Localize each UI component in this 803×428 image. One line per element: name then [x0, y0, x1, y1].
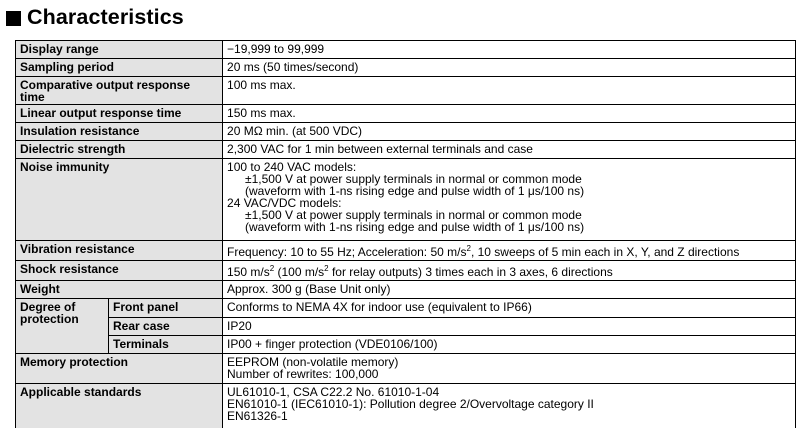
value-text: for relay outputs) 3 times each in 3 axes, 6 directions — [328, 265, 613, 279]
row-value: 150 ms max. — [223, 105, 796, 123]
memory-line: Number of rewrites: 100,000 — [227, 367, 379, 381]
table-row — [16, 77, 796, 105]
row-label: Dielectric strength — [16, 141, 223, 159]
table-row — [16, 336, 796, 354]
value-text: , 10 sweeps of 5 min each in X, Y, and Z directions — [470, 245, 740, 259]
row-value: Conforms to NEMA 4X for indoor use (equivalent to IP66) — [223, 299, 796, 318]
superscript: 2 — [466, 244, 471, 253]
row-sublabel: Rear case — [109, 318, 223, 336]
table-row — [16, 299, 796, 318]
table-row — [16, 41, 796, 59]
characteristics-table — [15, 40, 796, 428]
table-row — [16, 318, 796, 336]
value-text: (100 m/s — [274, 265, 325, 279]
table-row — [16, 241, 796, 261]
row-label: Vibration resistance — [16, 241, 223, 261]
row-sublabel: Front panel — [109, 299, 223, 318]
row-label: Insulation resistance — [16, 123, 223, 141]
value-text: Frequency: 10 to 55 Hz; Acceleration: 50 m/s — [227, 245, 467, 259]
standards-line: EN61326-1 — [227, 409, 288, 423]
section-title: Characteristics — [27, 4, 184, 29]
row-label: Degree of protection — [16, 299, 109, 354]
row-value: 2,300 VAC for 1 min between external terminals and case — [223, 141, 796, 159]
superscript: 2 — [269, 264, 275, 273]
table-row — [16, 281, 796, 299]
table-row — [16, 123, 796, 141]
row-value — [223, 384, 796, 428]
row-value — [223, 241, 796, 261]
row-value: Approx. 300 g (Base Unit only) — [223, 281, 796, 299]
row-label: Linear output response time — [16, 105, 223, 123]
table-row — [16, 105, 796, 123]
row-value — [223, 159, 796, 241]
row-label: Display range — [16, 41, 223, 59]
section-heading — [6, 2, 184, 32]
row-label: Noise immunity — [16, 159, 223, 241]
row-label: Shock resistance — [16, 261, 223, 281]
row-sublabel: Terminals — [109, 336, 223, 354]
row-value: −19,999 to 99,999 — [223, 41, 796, 59]
row-value: 20 ms (50 times/second) — [223, 59, 796, 77]
standards-line: EN61010-1 (IEC61010-1): Pollution degree 2/Overvoltage category II — [227, 397, 594, 411]
row-value — [223, 354, 796, 384]
heading-square-icon — [6, 11, 21, 26]
table-row — [16, 354, 796, 384]
row-value: IP00 + finger protection (VDE0106/100) — [223, 336, 796, 354]
table-row — [16, 59, 796, 77]
standards-line: UL61010-1, CSA C22.2 No. 61010-1-04 — [227, 385, 440, 399]
memory-line: EEPROM (non-volatile memory) — [227, 355, 399, 369]
row-value: IP20 — [223, 318, 796, 336]
row-label: Memory protection — [16, 354, 223, 384]
row-value: 100 ms max. — [223, 77, 796, 105]
row-value: 20 MΩ min. (at 500 VDC) — [223, 123, 796, 141]
noise-line: 100 to 240 VAC models: — [227, 160, 357, 174]
table-row — [16, 159, 796, 241]
row-label: Applicable standards — [16, 384, 223, 428]
noise-line: ±1,500 V at power supply terminals in normal or common mode — [245, 172, 582, 186]
noise-line: 24 VAC/VDC models: — [227, 196, 342, 210]
row-label: Comparative output response time — [16, 77, 223, 105]
table-row — [16, 141, 796, 159]
row-label: Sampling period — [16, 59, 223, 77]
row-label: Weight — [16, 281, 223, 299]
table-row — [16, 384, 796, 428]
table-row — [16, 261, 796, 281]
value-text: 150 m/s — [227, 265, 270, 279]
superscript: 2 — [324, 264, 329, 273]
noise-line: ±1,500 V at power supply terminals in normal or common mode — [245, 208, 582, 222]
noise-line: (waveform with 1-ns rising edge and pulse width of 1 μs/100 ns) — [245, 220, 585, 234]
row-value — [223, 261, 796, 281]
noise-line: (waveform with 1-ns rising edge and pulse width of 1 μs/100 ns) — [245, 184, 585, 198]
